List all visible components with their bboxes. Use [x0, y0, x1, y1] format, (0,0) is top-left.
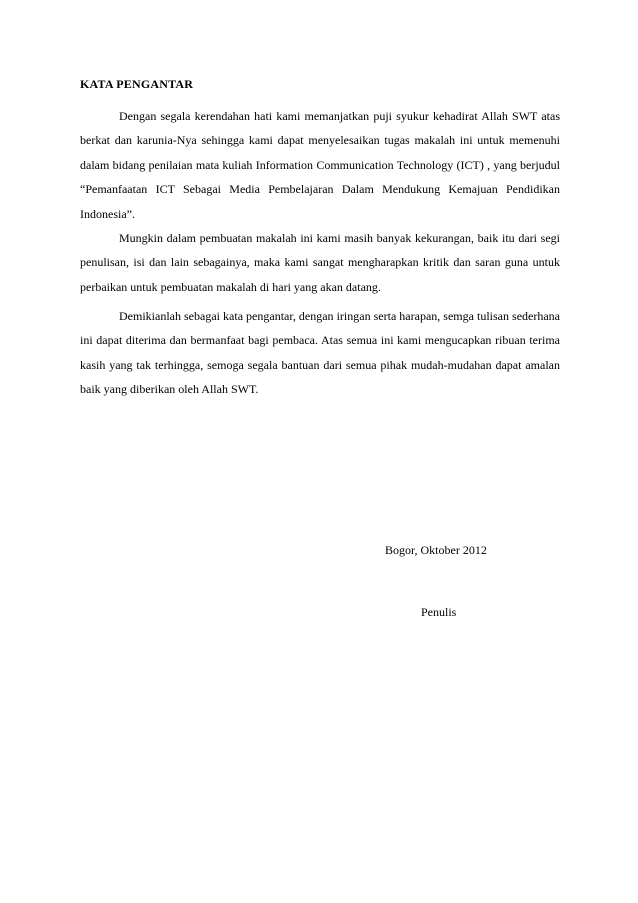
author-signature-label: Penulis: [421, 605, 457, 619]
paragraph-shortcomings: Mungkin dalam pembuatan makalah ini kami masih banyak kekurangan, baik itu dari segi penulisan, isi dan lain sebagainya, maka kami sangat mengharapkan kritik dan saran guna untuk perbaikan untuk pembuatan makalah di hari yang akan datang.: [80, 231, 560, 294]
paragraph-closing: Demikianlah sebagai kata pengantar, dengan iringan serta harapan, semga tulisan sederhana ini dapat diterima dan bermanfaat bagi pembaca. Atas semua ini kami mengucapkan ribuan terima kasih yang tak terhingga, semoga segala bantuan dari semua pihak mudah-mudahan dapat amalan baik yang diberikan oleh Allah SWT.: [80, 309, 560, 397]
document-heading: KATA PENGANTAR: [80, 77, 194, 91]
place-and-date: Bogor, Oktober 2012: [385, 543, 487, 557]
paragraph-intro: Dengan segala kerendahan hati kami memanjatkan puji syukur kehadirat Allah SWT atas berkat dan karunia-Nya sehingga kami dapat menyelesaikan tugas makalah ini untuk memenuhi dalam bidang penilaian mata kuliah Information Communication Technology (ICT) , yang berjudul “Pemanfaatan ICT Sebagai Media Pembelajaran Dalam Mendukung Kemajuan Pendidikan Indonesia”.: [80, 109, 560, 221]
